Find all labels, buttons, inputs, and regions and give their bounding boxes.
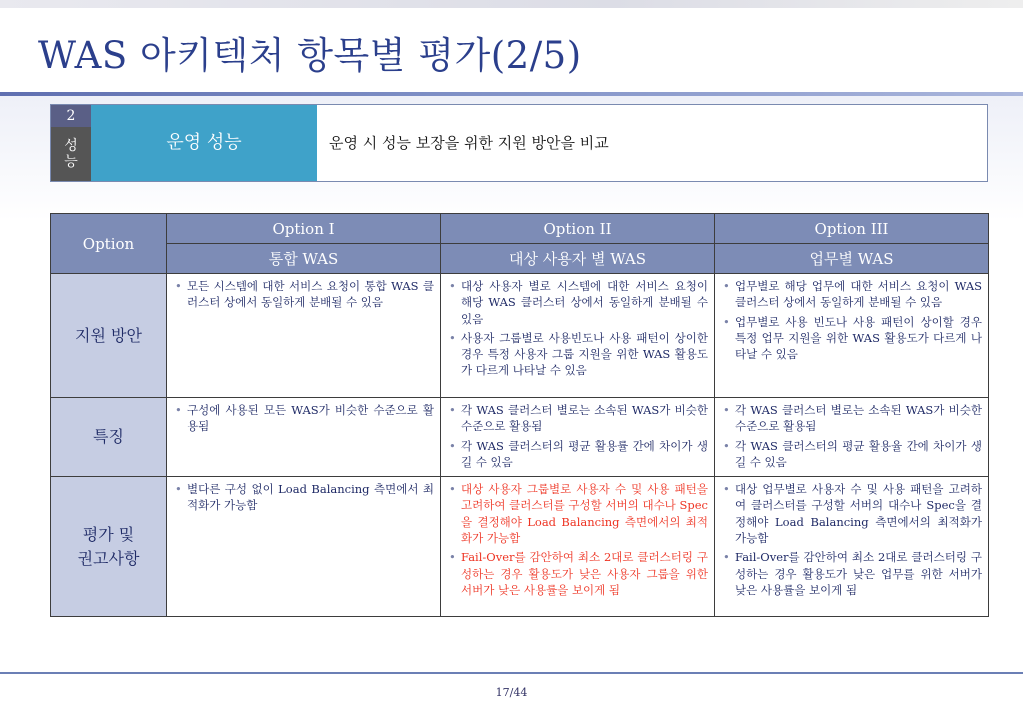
table-cell <box>167 477 441 617</box>
section-side-label <box>51 127 91 181</box>
section-number: 2 <box>51 105 91 127</box>
section-description: 운영 시 성능 보장을 위한 지원 방안을 비교 <box>329 134 609 152</box>
bullet-item: • 각 WAS 클러스터의 평균 활용률 간에 차이가 생길 수 있음 <box>449 438 708 471</box>
bullet-item: • 업무별로 사용 빈도나 사용 패턴이 상이할 경우 특정 업무 지원을 위한 WAS 활용도가 다르게 나타날 수 있음 <box>723 314 982 363</box>
option-1-name: 통합 WAS <box>167 244 441 274</box>
bullet-item: • 사용자 그룹별로 사용빈도나 사용 패턴이 상이한 경우 특정 사용자 그룹 지원을 위한 WAS 활용도가 다르게 나타날 수 있음 <box>449 330 708 379</box>
option-2-header: Option II <box>441 214 715 244</box>
bullet-item: • 각 WAS 클러스터 별로는 소속된 WAS가 비슷한 수준으로 활용됨 <box>723 402 982 435</box>
option-3-name: 업무별 WAS <box>715 244 989 274</box>
bullet-item: • 대상 사용자 별로 시스템에 대한 서비스 요청이 해당 WAS 클러스터 상에서 동일하게 분배될 수 있음 <box>449 278 708 327</box>
row-header-support: 지원 방안 <box>51 274 167 398</box>
bullet-item: • 대상 업무별로 사용자 수 및 사용 패턴을 고려하여 클러스터를 구성할 서버의 대수나 Spec을 결정해야 Load Balancing 측면에서의 최적화가 가능함 <box>723 481 982 546</box>
option-1-header: Option I <box>167 214 441 244</box>
option-2-name: 대상 사용자 별 WAS <box>441 244 715 274</box>
table-cell <box>441 398 715 477</box>
top-decoration-band <box>0 0 1023 8</box>
row-header-features: 특징 <box>51 398 167 477</box>
section-side-text: 성능 <box>64 138 78 170</box>
table-row <box>51 274 989 398</box>
bullet-item: • 구성에 사용된 모든 WAS가 비슷한 수준으로 활용됨 <box>175 402 434 435</box>
table-row <box>51 477 989 617</box>
section-label: 운영 성능 <box>91 105 317 181</box>
bullet-item: • 별다른 구성 없이 Load Balancing 측면에서 최적화가 가능함 <box>175 481 434 514</box>
table-cell <box>167 398 441 477</box>
table-cell-highlighted <box>441 477 715 617</box>
table-cell <box>715 398 989 477</box>
bullet-item: • 각 WAS 클러스터의 평균 활용율 간에 차이가 생길 수 있음 <box>723 438 982 471</box>
bullet-item: • 대상 사용자 그룹별로 사용자 수 및 사용 패턴을 고려하여 클러스터를 구성할 서버의 대수나 Spec을 결정해야 Load Balancing 측면에서의 최적화가 가능함 <box>449 481 708 546</box>
bullet-item: • Fail-Over를 감안하여 최소 2대로 클러스터링 구성하는 경우 활용도가 낮은 업무를 위한 서버가 낮은 사용률을 보이게 됨 <box>723 549 982 598</box>
table-cell <box>715 274 989 398</box>
row-header-evaluation: 평가 및 권고사항 <box>51 477 167 617</box>
slide-title: WAS 아키텍처 항목별 평가(2/5) <box>38 34 582 77</box>
table-cell <box>715 477 989 617</box>
table-cell <box>441 274 715 398</box>
bullet-item: • 각 WAS 클러스터 별로는 소속된 WAS가 비슷한 수준으로 활용됨 <box>449 402 708 435</box>
table-row <box>51 398 989 477</box>
footer-rule <box>0 672 1023 674</box>
bullet-item: • Fail-Over를 감안하여 최소 2대로 클러스터링 구성하는 경우 활용도가 낮은 사용자 그룹을 위한 서버가 낮은 사용률을 보이게 됨 <box>449 549 708 598</box>
section-band <box>50 104 988 182</box>
option-3-header: Option III <box>715 214 989 244</box>
table-cell <box>167 274 441 398</box>
bullet-item: • 모든 시스템에 대한 서비스 요청이 통합 WAS 클러스터 상에서 동일하게 분배될 수 있음 <box>175 278 434 311</box>
bullet-item: • 업무별로 해당 업무에 대한 서비스 요청이 WAS 클러스터 상에서 동일하게 분배될 수 있음 <box>723 278 982 311</box>
page-number: 17/44 <box>495 686 528 699</box>
option-corner-header: Option <box>51 214 167 274</box>
comparison-table <box>50 213 989 617</box>
